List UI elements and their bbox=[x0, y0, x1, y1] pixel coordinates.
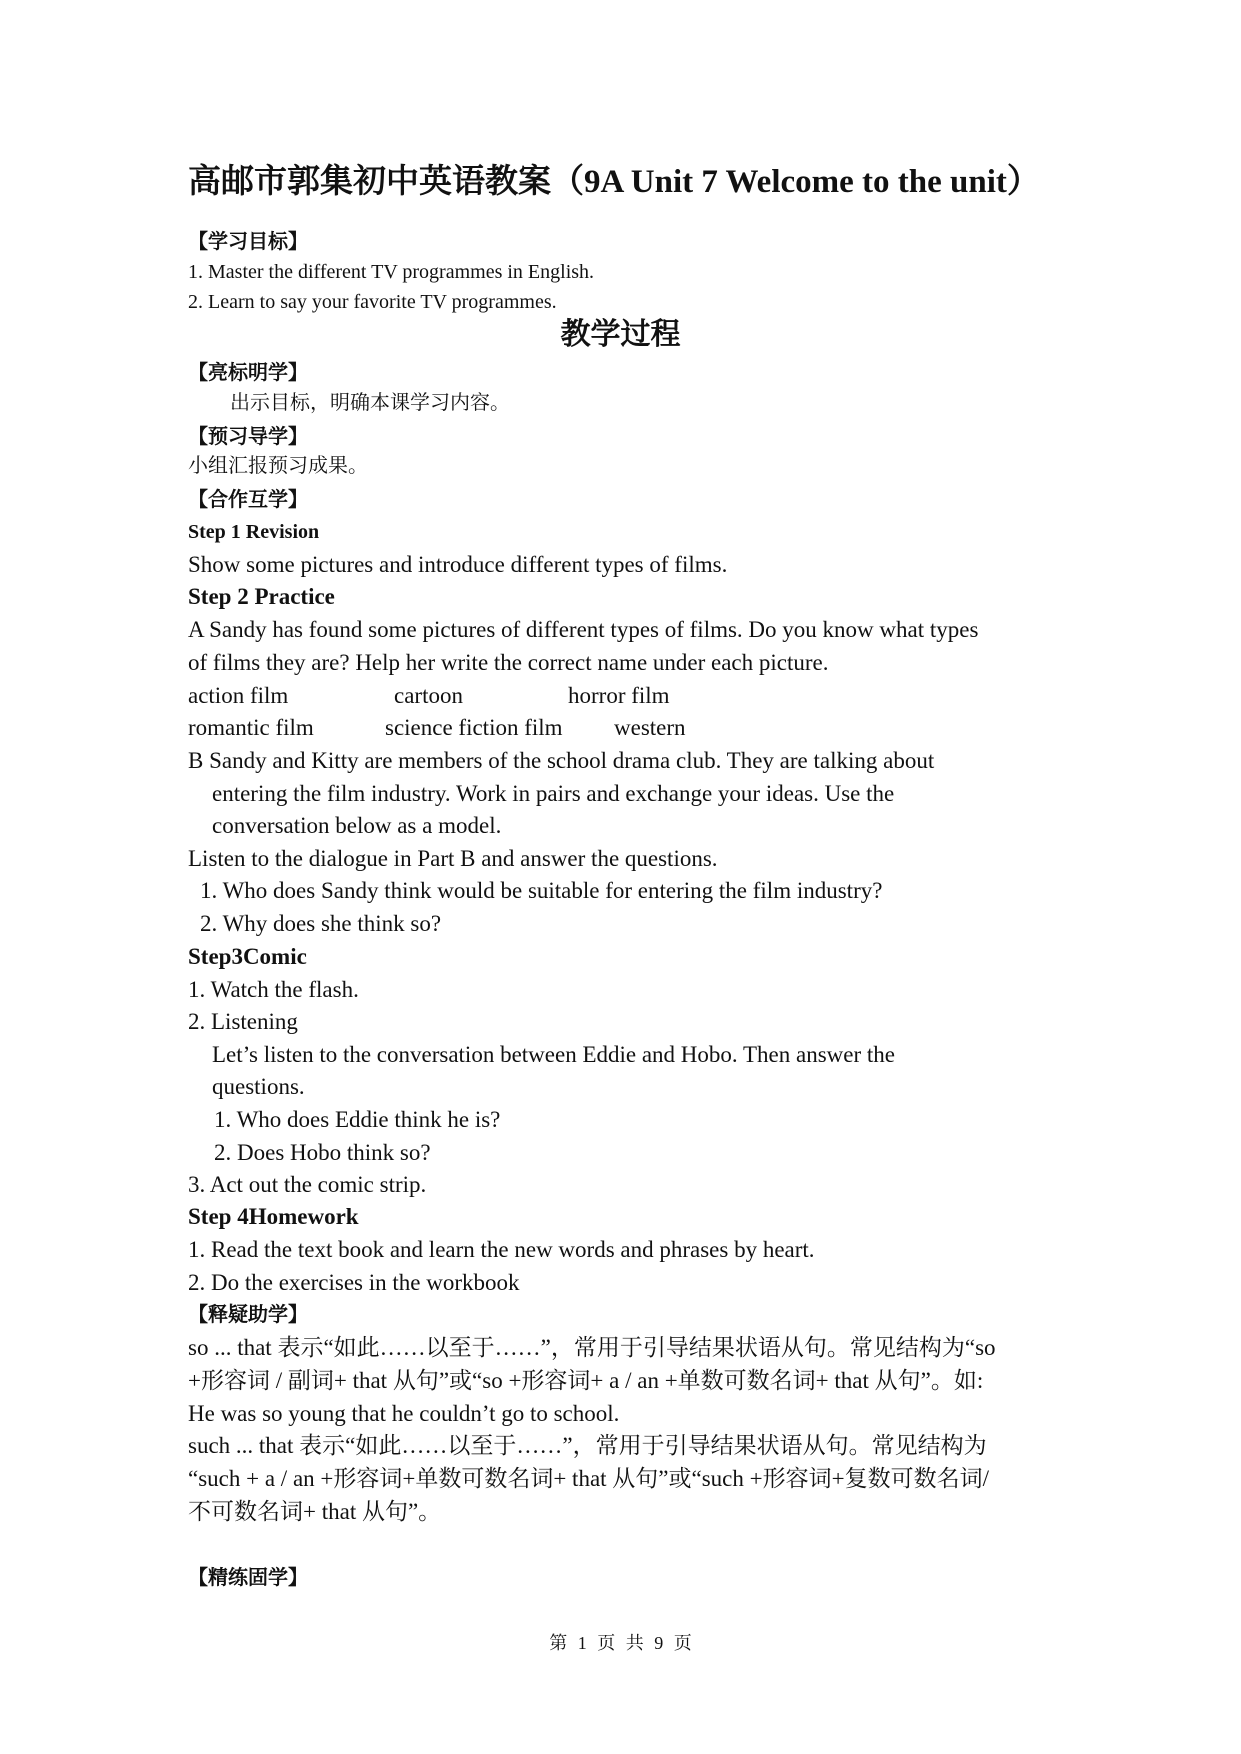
explanation-line: 不可数名词+ that 从句”。 bbox=[188, 1499, 442, 1524]
step-text: Show some pictures and introduce different types of films. bbox=[188, 552, 728, 577]
step-text: 1. Read the text book and learn the new words and phrases by heart. bbox=[188, 1237, 815, 1262]
film-type: cartoon bbox=[394, 683, 463, 708]
step-title: Step 2 Practice bbox=[188, 584, 335, 609]
question-item: 1. Who does Eddie think he is? bbox=[214, 1107, 501, 1132]
film-type: science fiction film bbox=[385, 715, 563, 740]
step-text: Listen to the dialogue in Part B and answer the questions. bbox=[188, 846, 718, 871]
film-type: action film bbox=[188, 683, 289, 708]
step-text: 1. Watch the flash. bbox=[188, 977, 359, 1002]
objective-item: 2. Learn to say your favorite TV programmes. bbox=[188, 291, 557, 313]
explanation-line: such ... that 表示“如此……以至于……”，常用于引导结果状语从句。常见结构为 bbox=[188, 1433, 987, 1458]
question-item: 2. Does Hobo think so? bbox=[214, 1140, 431, 1165]
step-text: 3. Act out the comic strip. bbox=[188, 1172, 427, 1197]
step-text: questions. bbox=[212, 1074, 305, 1099]
step-title: Step3Comic bbox=[188, 944, 307, 969]
step-text: of films they are? Help her write the correct name under each picture. bbox=[188, 650, 829, 675]
explanation-line: He was so young that he couldn’t go to school. bbox=[188, 1401, 620, 1426]
step-text: 2. Listening bbox=[188, 1009, 298, 1034]
step-text: A Sandy has found some pictures of different types of films. Do you know what types bbox=[188, 617, 979, 642]
explanation-line: +形容词 / 副词+ that 从句”或“so +形容词+ a / an +单数可数名词+ that 从句”。如: bbox=[188, 1368, 984, 1393]
step-text: Let’s listen to the conversation between Eddie and Hobo. Then answer the bbox=[212, 1042, 895, 1067]
question-item: 1. Who does Sandy think would be suitable for entering the film industry? bbox=[200, 878, 883, 903]
section-heading: 【预习导学】 bbox=[188, 424, 308, 448]
section-text: 小组汇报预习成果。 bbox=[188, 455, 368, 477]
section-heading: 【精练固学】 bbox=[188, 1565, 308, 1589]
page-title: 高邮市郭集初中英语教案（9A Unit 7 Welcome to the unit） bbox=[188, 164, 1040, 200]
step-text: B Sandy and Kitty are members of the school drama club. They are talking about bbox=[188, 748, 935, 773]
objective-item: 1. Master the different TV programmes in English. bbox=[188, 261, 595, 283]
objectives-heading: 【学习目标】 bbox=[188, 229, 308, 253]
page-footer: 第 1 页 共 9 页 bbox=[549, 1633, 692, 1653]
step-title: Step 1 Revision bbox=[188, 521, 320, 543]
process-title: 教学过程 bbox=[560, 317, 681, 352]
step-text: entering the film industry. Work in pairs and exchange your ideas. Use the bbox=[212, 781, 895, 806]
step-text: conversation below as a model. bbox=[212, 813, 502, 838]
explanation-line: “such + a / an +形容词+单数可数名词+ that 从句”或“such +形容词+复数可数名词/ bbox=[188, 1466, 989, 1491]
film-type: romantic film bbox=[188, 715, 314, 740]
section-heading: 【释疑助学】 bbox=[188, 1302, 308, 1326]
film-type: horror film bbox=[568, 683, 670, 708]
film-type: western bbox=[614, 715, 686, 740]
step-text: 2. Do the exercises in the workbook bbox=[188, 1270, 520, 1295]
explanation-line: so ... that 表示“如此……以至于……”，常用于引导结果状语从句。常见结构为“so bbox=[188, 1335, 996, 1360]
question-item: 2. Why does she think so? bbox=[200, 911, 442, 936]
section-text: 出示目标，明确本课学习内容。 bbox=[230, 392, 510, 414]
section-heading: 【合作互学】 bbox=[188, 487, 308, 511]
section-heading: 【亮标明学】 bbox=[188, 360, 308, 384]
step-title: Step 4Homework bbox=[188, 1204, 359, 1229]
